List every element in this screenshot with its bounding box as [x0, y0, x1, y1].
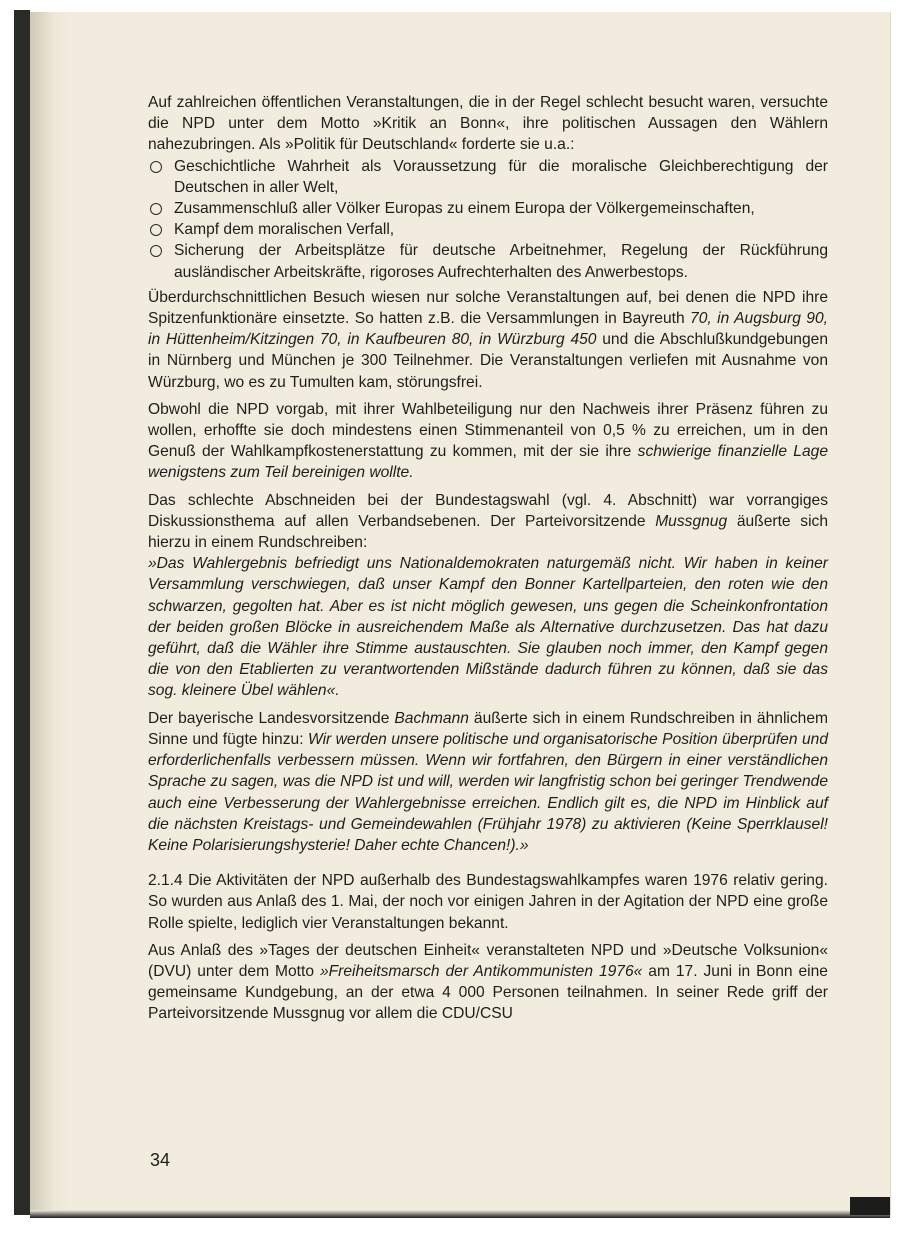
paragraph-election-goal: Obwohl die NPD vorgab, mit ihrer Wahlbeteiligung nur den Nachweis ihrer Präsenz führen zu wollen, erhoffte sie doch mindestens einen Stimmenanteil von 0,5 % zu erreichen, um in den Genuß der Wahlkampfkostenerstattung zu kommen, mit der sie ihre schwierige finanzielle Lage wenigstens zum Teil bereinigen wollte. — [148, 400, 829, 482]
circle-bullet-icon — [150, 245, 162, 257]
circle-bullet-icon — [150, 161, 162, 173]
page-bottom-edge — [30, 1210, 890, 1218]
list-item: Geschichtliche Wahrheit als Voraussetzung für die moralische Gleichberechtigung der Deutschen in aller Welt, — [148, 156, 828, 198]
paragraph-election-result: Das schlechte Abschneiden bei der Bundestagswahl (vgl. 4. Abschnitt) war vorrangiges Diskussionsthema auf allen Verbandsebenen. Der Parteivorsitzende Mussgnug äußerte sich hierzu in einem Rundschreiben: — [148, 491, 828, 552]
section-2-1-4: 2.1.4 Die Aktivitäten der NPD außerhalb des Bundestagswahlkampfes waren 1976 relativ gering. So wurden aus Anlaß des 1. Mai, der noch vor einigen Jahren in der Agitation der NPD eine große Rolle spielte, lediglich vier Veranstaltungen bekannt. — [148, 872, 828, 932]
paragraph-attendance: Überdurchschnittlichen Besuch wiesen nur solche Veranstaltungen auf, bei denen die NPD ihre Spitzenfunktionäre einsetzte. So hatten z.B. die Versammlungen in Bayreuth 70, in Augsburg 90, in Hüttenheim/Kitzingen 70, in Kaufbeuren 80, in Würzburg 450 und die Abschlußkundgebungen in Nürnberg und München je 300 Teilnehmer. Die Veranstaltungen verliefen mit Ausnahme von Würzburg, wo es zu Tumulten kam, störungsfrei. — [148, 288, 828, 391]
block-quote-mussgnug: »Das Wahlergebnis befriedigt uns Nationaldemokraten naturgemäß nicht. Wir haben in keiner Versammlung verschwiegen, daß unser Kampf den Bonner Kartellparteien, den roten wie den schwarzen, gegolten hat. Aber es ist nicht möglich gewesen, uns gegen die Scheinkonfrontation der beiden großen Blöcke in ausreichendem Maße als Alternative durchzusetzen. Das hat dazu geführt, daß die Wähler ihre Stimme austauschten. Sie glauben noch immer, den Kampf gegen die von den Etablierten zu verantwortenden Mißstände dadurch führen zu können, daß sie das sog. kleinere Übel wählen«. — [148, 555, 828, 700]
paragraph-intro: Auf zahlreichen öffentlichen Veranstaltungen, die in der Regel schlecht besucht waren, versuchte die NPD unter dem Motto »Kritik an Bonn«, ihre politischen Aussagen den Wählern nahezubringen. Als »Politik für Deutschland« forderte sie u.a.: — [148, 94, 828, 154]
page-text — [148, 92, 828, 1031]
page-number: 34 — [150, 1150, 171, 1170]
book-spine-shadow — [14, 10, 30, 1215]
list-item: Kampf dem moralischen Verfall, — [148, 219, 828, 240]
circle-bullet-icon — [150, 224, 162, 236]
circle-bullet-icon — [150, 203, 162, 215]
list-item: Zusammenschluß aller Völker Europas zu einem Europa der Völkergemeinschaften, — [148, 198, 828, 219]
gutter-shading — [30, 12, 70, 1212]
paragraph-bavaria: Der bayerische Landesvorsitzende Bachmann äußerte sich in einem Rundschreiben in ähnlichem Sinne und fügte hinzu: Wir werden unsere politische und organisatorische Position überprüfen und erforderlichenfalls verbessern müssen. Wenn wir fortfahren, den Bürgern in einer verständlichen Sprache zu sagen, was die NPD ist und will, werden wir langfristig schon bei geringer Trendwende auch eine Verbesserung der Wahlergebnisse erreichen. Endlich gilt es, die NPD im Hinblick auf die nächsten Kreistags- und Gemeindewahlen (Frühjahr 1978) zu aktivieren (Keine Sperrklausel! Keine Polarisierungshysterie! Daher echte Chancen!).» — [148, 709, 829, 854]
list-item: Sicherung der Arbeitsplätze für deutsche Arbeitnehmer, Regelung der Rückführung ausländischer Arbeitskräfte, rigoroses Aufrechterhalten des Anwerbestops. — [148, 240, 828, 282]
paragraph-unity-day: Aus Anlaß des »Tages der deutschen Einheit« veranstalteten NPD und »Deutsche Volksunion« (DVU) unter dem Motto »Freiheitsmarsch der Antikommunisten 1976« am 17. Juni in Bonn eine gemeinsame Kundgebung, an der etwa 4 000 Personen teilnahmen. In seiner Rede griff der Parteivorsitzende Mussgnug vor allem die CDU/CSU — [148, 941, 828, 1023]
scan-corner-mark — [850, 1197, 890, 1215]
demands-list — [148, 156, 828, 283]
